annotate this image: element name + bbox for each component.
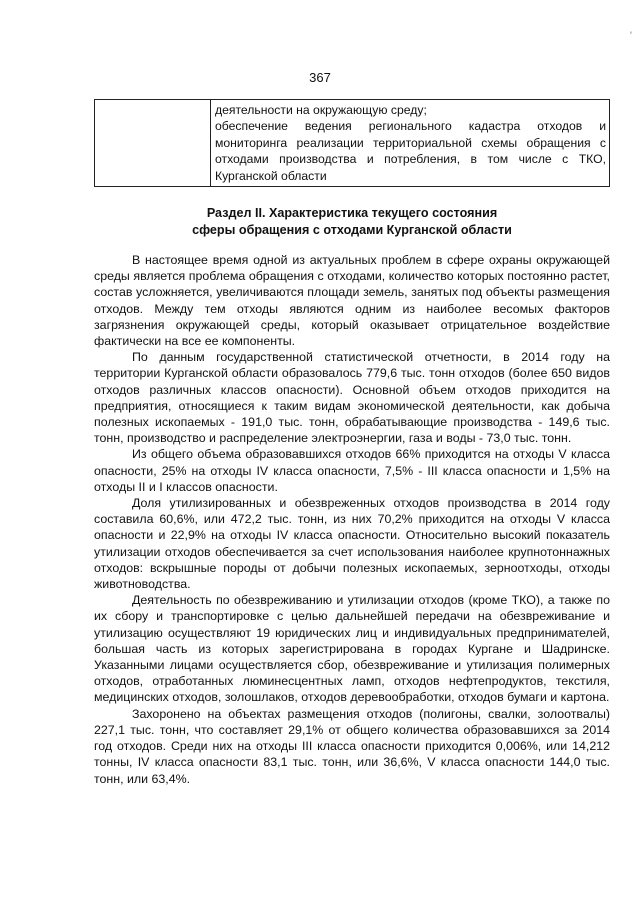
section-title-line: сферы обращения с отходами Курганской области <box>192 222 512 237</box>
continued-table <box>94 99 610 187</box>
table-line: обеспечение ведения регионального кадастра отходов и мониторинга реализации территориальной схемы обращения с отходами производства и потребления, в том числе с ТКО, Курганской области <box>215 119 606 183</box>
paragraph: Доля утилизированных и обезвреженных отходов производства в 2014 году составила 60,6%, или 472,2 тыс. тонн, из них 70,2% приходится на отходы V класса опасности и 22,9% на отходы IV класса опасности. Относительно высокий показатель утилизации отходов обеспечивается за счет использования наиболее крупнотоннажных отходов: вскрышные породы от добычи полезных ископаемых, зерноотходы, отходы животноводства. <box>94 496 610 592</box>
paragraph: Из общего объема образовавшихся отходов 66% приходится на отходы V класса опасности, 25% на отходы IV класса опасности, 7,5% - III класса опасности и 1,5% на отходы II и I классов опасности. <box>94 447 610 494</box>
table-cell-text <box>211 100 610 187</box>
table-cell-empty <box>95 100 211 187</box>
paragraph: В настоящее время одной из актуальных проблем в сфере охраны окружающей среды является проблема обращения с отходами, количество которых постоянно растет, состав усложняется, увеличиваются площади земель, занятых под объекты размещения отходов. Между тем отходы являются одним из наиболее весомых факторов загрязнения окружающей среды, который оказывает отрицательное воздействие фактически на все ее компоненты. <box>94 253 610 349</box>
table-line: деятельности на окружающую среду; <box>215 103 427 117</box>
table-row <box>95 100 610 187</box>
margin-mark: ' <box>629 30 632 42</box>
paragraph: Деятельность по обезвреживанию и утилизации отходов (кроме ТКО), а также по их сбору и транспортировке с целью дальнейшей передачи на обезвреживание и утилизацию осуществляют 19 юридических лиц и индивидуальных предпринимателей, большая часть из которых зарегистрирована в городах Кургане и Шадринске. Указанными лицами осуществляется сбор, обезвреживание и утилизация полимерных отходов, отработанных люминесцентных ламп, отходов нефтепродуктов, текстиля, медицинских отходов, золошлаков, отходов деревообработки, отходов бумаги и картона. <box>94 593 610 705</box>
body-text <box>94 252 610 787</box>
paragraph: По данным государственной статистической отчетности, в 2014 году на территории Курганской области образовалось 779,6 тыс. тонн отходов (более 650 видов отходов различных классов опасности). Основной объем отходов приходится на предприятия, относящиеся к таким видам экономической деятельности, как добыча полезных ископаемых - 191,0 тыс. тонн, обрабатывающие производства - 149,6 тыс. тонн, производство и распределение электроэнергии, газа и воды - 73,0 тыс. тонн. <box>94 350 610 446</box>
section-heading <box>94 205 610 238</box>
page-number: 367 <box>309 70 331 85</box>
section-title-line: Раздел II. Характеристика текущего состояния <box>206 206 498 220</box>
paragraph: Захоронено на объектах размещения отходов (полигоны, свалки, золоотвалы) 227,1 тыс. тонн, что составляет 29,1% от общего количества образовавшихся за 2014 год отходов. Среди них на отходы III класса опасности приходится 0,006%, или 14,212 тонны, IV класса опасности 83,1 тыс. тонн, или 36,6%, V класса опасности 144,0 тыс. тонн, или 63,4%. <box>94 706 610 786</box>
